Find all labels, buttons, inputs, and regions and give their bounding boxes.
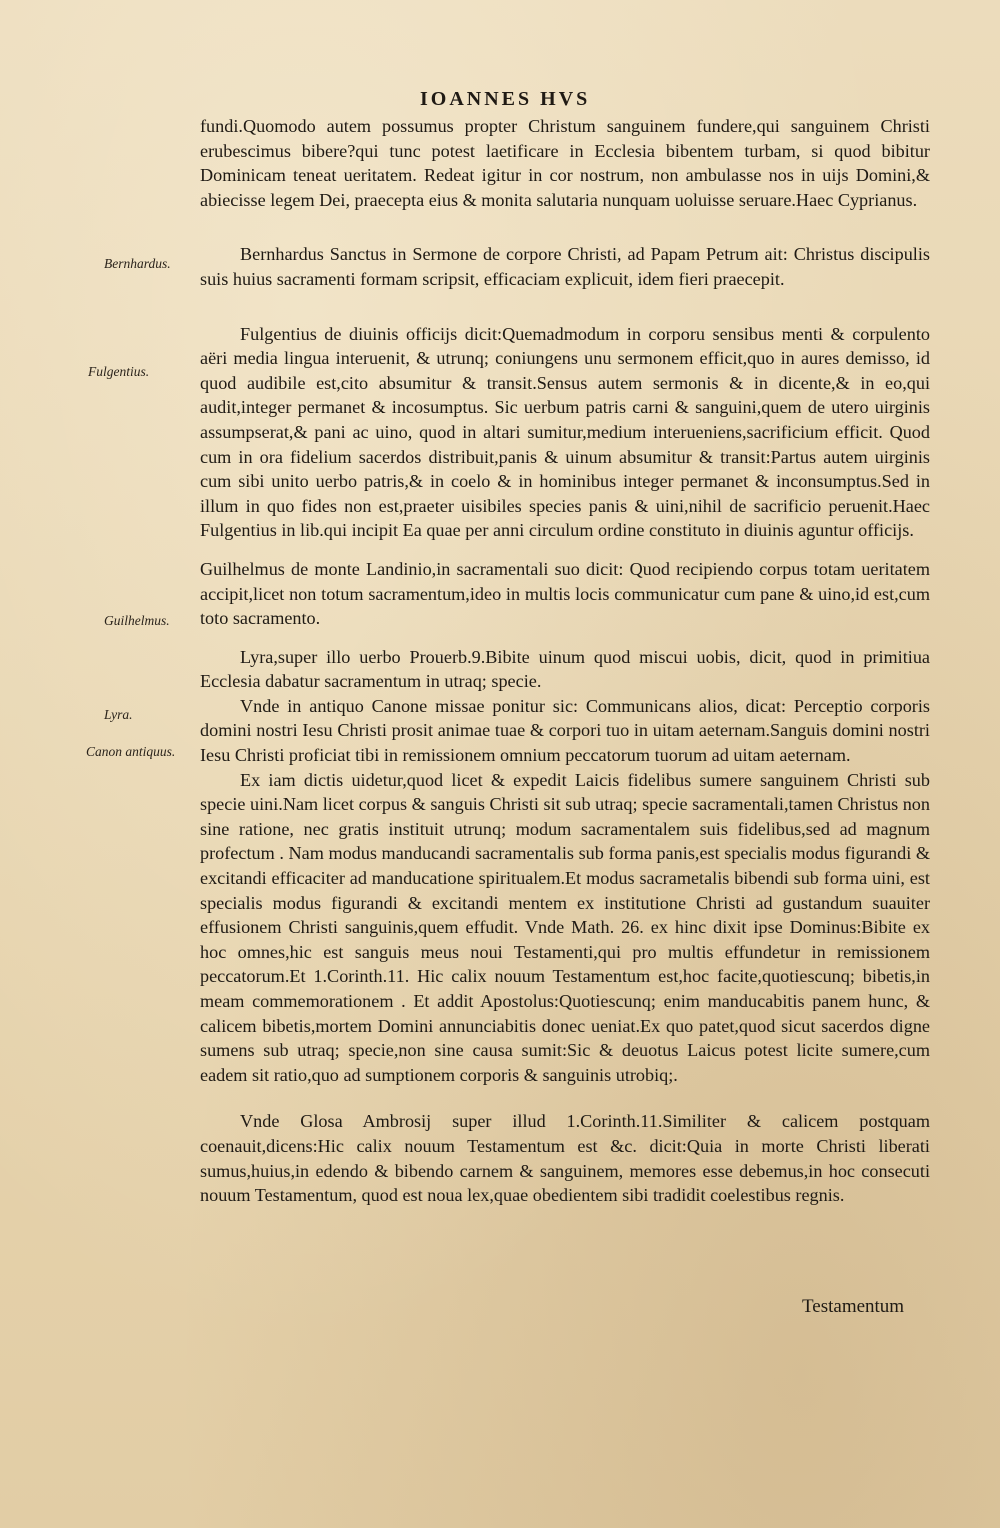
catchword: Testamentum: [802, 1296, 905, 1317]
paragraph-canon: Vnde in antiquo Canone missae ponitur sic: Communicans alios, dicat: Perceptio corporis domini nostri Iesu Christi prosit animae tuae & corpori tuo in uitam aeternam.Sanguis domini nostri Iesu Christi proficiat tibi in remissionem omnium peccatorum tuorum ad uitam aeternam.: [200, 695, 930, 766]
paragraph-guilhelmus: Guilhelmus de monte Landinio,in sacramentali suo dicit: Quod recipiendo corpus totam ueritatem accipit,licet non totum sacramentum,ideo in multis locis communicatur cum pane & uino,id est,cum toto sacramento.: [200, 558, 930, 629]
running-title: IOANNES HVS: [420, 88, 591, 110]
main-text: [200, 114, 930, 1208]
paragraph-lyra: Lyra,super illo uerbo Prouerb.9.Bibite uinum quod miscui uobis, dicit, quod in primitiua Ecclesia dabatur sacramentum in utraq; specie.: [200, 646, 930, 692]
paragraph-ex-iam-dictis: Ex iam dictis uidetur,quod licet & expedit Laicis fidelibus sumere sanguinem Christi sub specie uini.Nam licet corpus & sanguis Christi sit sub utraq; specie sacramentali,tamen Christus non sine ratione, nec gratis instituit utrunq; modum sacramentalem suis fidelibus,sed ad magnum profectum . Nam modus manducandi sacramentalis sub forma panis,est specialis modus figurandi & excitandi efficaciter ad manducatione spiritualem.Et modus sacrametalis bibendi sub forma uini, est specialis modus figurandi & excitandi mentem ex institutione Christi ad gustandum suauiter effusionem Christi sanguinis,quem effudit. Vnde Math. 26. ex hinc dixit ipse Dominus:Bibite ex hoc omnes,hic est sanguis meus noui Testamenti,qui pro multis effundetur in remissionem peccatorum.Et 1.Corinth.11. Hic calix nouum Testamentum est,hoc facite,quotiescunq; bibetis,in meam commemorationem . Et addit Apostolus:Quotiescunq; enim manducabitis panem hunc, & calicem bibetis,mortem Domini annunciabitis donec ueniat.Ex quo patet,quod sicut sacerdos digne sumens sub utraq; specie,non sine causa sumit:Sic & deuotus Laicus potest licite sumere,cum eadem sit ratio,quo ad sumptionem corporis & sanguinis utrobiq;.: [200, 769, 930, 1085]
margin-note-fulgentius: Fulgentius.: [88, 364, 150, 379]
margin-note-lyra: Lyra.: [104, 707, 133, 722]
paragraph-glosa-ambrosij: Vnde Glosa Ambrosij super illud 1.Corinth.11.Similiter & calicem postquam coenauit,dicens:Hic calix nouum Testamentum est &c. dicit:Quia in morte Christi liberati sumus,huius,in edendo & bibendo carnem & sanguinem, memores esse debemus,in hoc consecuti nouum Testamentum, quod est noua lex,quae obedientem sibi tradidit coelestibus regnis.: [200, 1111, 930, 1206]
margin-note-bernhardus: Bernhardus.: [104, 256, 171, 271]
paragraph-bernhardus: Bernhardus Sanctus in Sermone de corpore Christi, ad Papam Petrum ait: Christus discipulis suis huius sacramenti formam scripsit, efficaciam explicuit, idem fieri praecepit.: [200, 244, 930, 289]
paragraph-cyprianus: fundi.Quomodo autem possumus propter Christum sanguinem fundere,qui sanguinem Christi erubescimus bibere?qui tunc potest laetificare in Ecclesia bibentem turbam, si quod bibitur Dominicam teneat ueritatem. Redeat igitur in cor nostrum, non ambulasse nos in uijs Domini,& abiecisse legem Dei, praecepta eius & monita salutaria nunquam uoluisse seruare.Haec Cyprianus.: [200, 116, 930, 210]
margin-note-canon-antiquus: Canon antiquus.: [86, 744, 176, 759]
margin-note-guilhelmus: Guilhelmus.: [104, 613, 170, 628]
paragraph-fulgentius: Fulgentius de diuinis officijs dicit:Quemadmodum in corporu sensibus menti & corpulento aëri media lingua interuenit, & utrunq; coniungens unu sermonem efficit,quo in aures demisso, id quod audibile est,cito absumitur & transit.Sensus autem sermonis & in dicente,& in eo,qui audit,integer permanet & incosumptus. Sic uerbum patris carni & sanguini,quem de utero uirginis assumpserat,& pani ac uino, quod in altari sumitur,medium interueniens,sacrificium efficit. Quod cum in ora fidelium sacerdos distribuit,panis & uinum absumitur & transit:Partus autem uirginis cum sibi unito uerbo patris,& in coelo & in hominibus integer permanet & inconsumptus.Sed in illum in quo fides non est,praeter uisibiles species panis & uini,nihil de sacrificio peruenit.Haec Fulgentius in lib.qui incipit Ea quae per anni circulum ordine constituto in diuinis aguntur officijs.: [200, 323, 930, 541]
running-header: [420, 88, 720, 111]
